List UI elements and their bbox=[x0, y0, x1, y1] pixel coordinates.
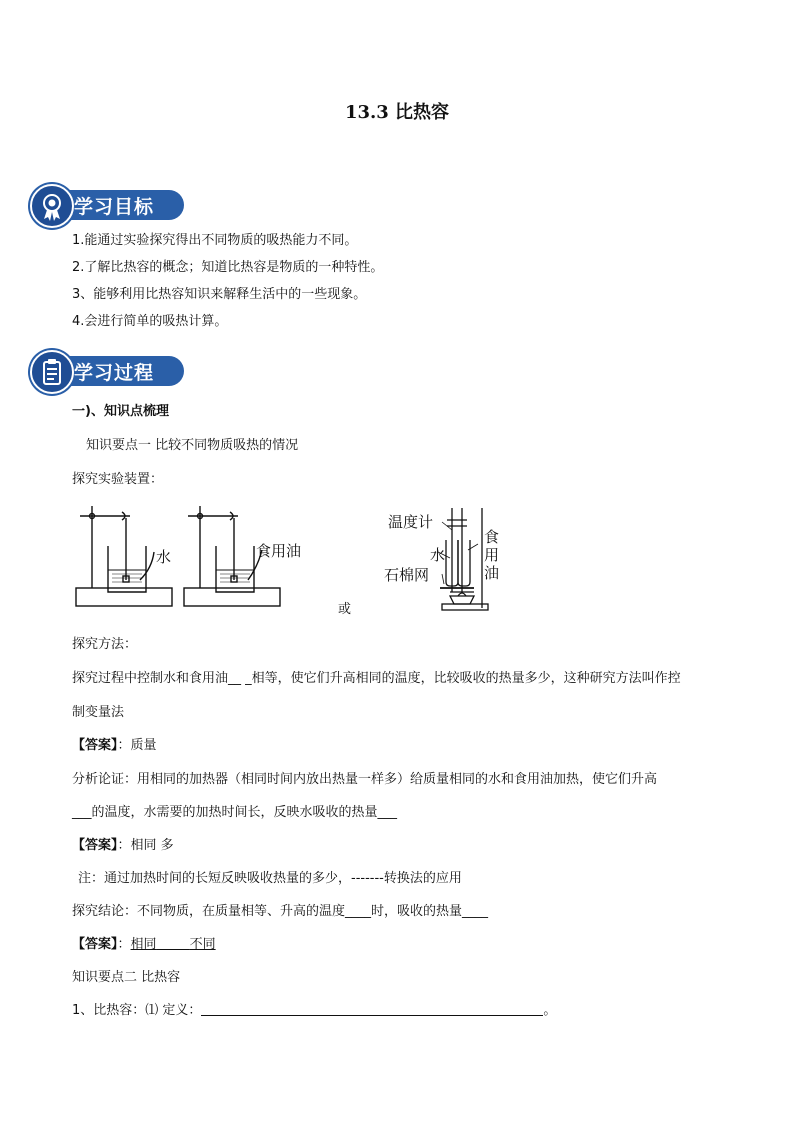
label-water: 水 bbox=[156, 548, 172, 566]
definition-end: 。 bbox=[543, 1003, 557, 1018]
method-label: 探究方法： bbox=[72, 637, 138, 652]
label-thermometer: 温度计 bbox=[388, 513, 434, 531]
goal-item: 4.会进行简单的吸热计算。 bbox=[72, 314, 228, 329]
answer-2-text: ：相同 多 bbox=[117, 838, 174, 853]
section-heading: 一)、知识点梳理 bbox=[72, 404, 169, 419]
conclusion-line: 探究结论：不同物质，在质量相等、升高的温度____时，吸收的热量____ bbox=[72, 904, 489, 919]
goal-item: 2.了解比热容的概念；知道比热容是物质的一种特性。 bbox=[72, 260, 384, 275]
label-oil: 食用油 bbox=[256, 542, 302, 560]
label-oil-vertical-2: 用 bbox=[484, 546, 500, 564]
clipboard-list-icon bbox=[30, 350, 74, 394]
definition-prefix: 1、比热容：⑴ 定义： bbox=[72, 1003, 202, 1018]
answer-3: 【答案】：相同 不同 bbox=[72, 937, 216, 952]
goal-item: 3、能够利用比热容知识来解释生活中的一些现象。 bbox=[72, 287, 367, 302]
answer-tag: 【答案】 bbox=[72, 738, 118, 753]
knowledge-point-2: 知识要点二 比热容 bbox=[72, 970, 181, 985]
definition-blank bbox=[201, 1003, 543, 1016]
process-banner-label: 学习过程 bbox=[74, 362, 155, 384]
method-text-line-1: 探究过程中控制水和食用油__ _相等，使它们升高相同的温度，比较吸收的热量多少，这种研究方法叫作控 bbox=[72, 671, 681, 686]
setup-tubes bbox=[440, 508, 488, 610]
definition-line bbox=[72, 999, 556, 1018]
knowledge-point-1: 知识要点一 比较不同物质吸热的情况 bbox=[86, 438, 299, 453]
answer-tag: 【答案】 bbox=[72, 838, 118, 853]
answer-1-text: ：质量 bbox=[117, 738, 157, 753]
goals-banner bbox=[30, 184, 186, 228]
award-ribbon-icon bbox=[30, 184, 74, 228]
answer-3-text-b: 不同 bbox=[189, 937, 216, 952]
label-or: 或 bbox=[338, 602, 352, 617]
apparatus-figure bbox=[70, 500, 510, 622]
note-line: 注：通过加热时间的长短反映吸收热量的多少，-------转换法的应用 bbox=[78, 871, 462, 886]
answer-2 bbox=[72, 834, 174, 853]
goals-banner-label: 学习目标 bbox=[74, 196, 155, 218]
label-asbestos-gauze: 石棉网 bbox=[384, 566, 430, 584]
label-oil-vertical-3: 油 bbox=[484, 564, 500, 582]
answer-1 bbox=[72, 734, 157, 753]
label-water-2: 水 bbox=[430, 546, 446, 564]
label-oil-vertical-1: 食 bbox=[484, 528, 500, 546]
apparatus-label: 探究实验装置： bbox=[72, 472, 164, 487]
process-banner bbox=[30, 350, 186, 394]
answer-3-text-a: 相同 bbox=[130, 937, 157, 952]
analysis-line-1: 分析论证：用相同的加热器（相同时间内放出热量一样多）给质量相同的水和食用油加热，使它们升高 bbox=[72, 772, 658, 787]
answer-tag: 【答案】 bbox=[72, 937, 118, 952]
method-text-line-2: 制变量法 bbox=[72, 705, 125, 720]
analysis-line-2: ___的温度，水需要的加热时间长，反映水吸收的热量___ bbox=[72, 805, 398, 820]
goal-item: 1.能通过实验探究得出不同物质的吸热能力不同。 bbox=[72, 233, 358, 248]
page-title: 13.3 比热容 bbox=[344, 102, 450, 123]
